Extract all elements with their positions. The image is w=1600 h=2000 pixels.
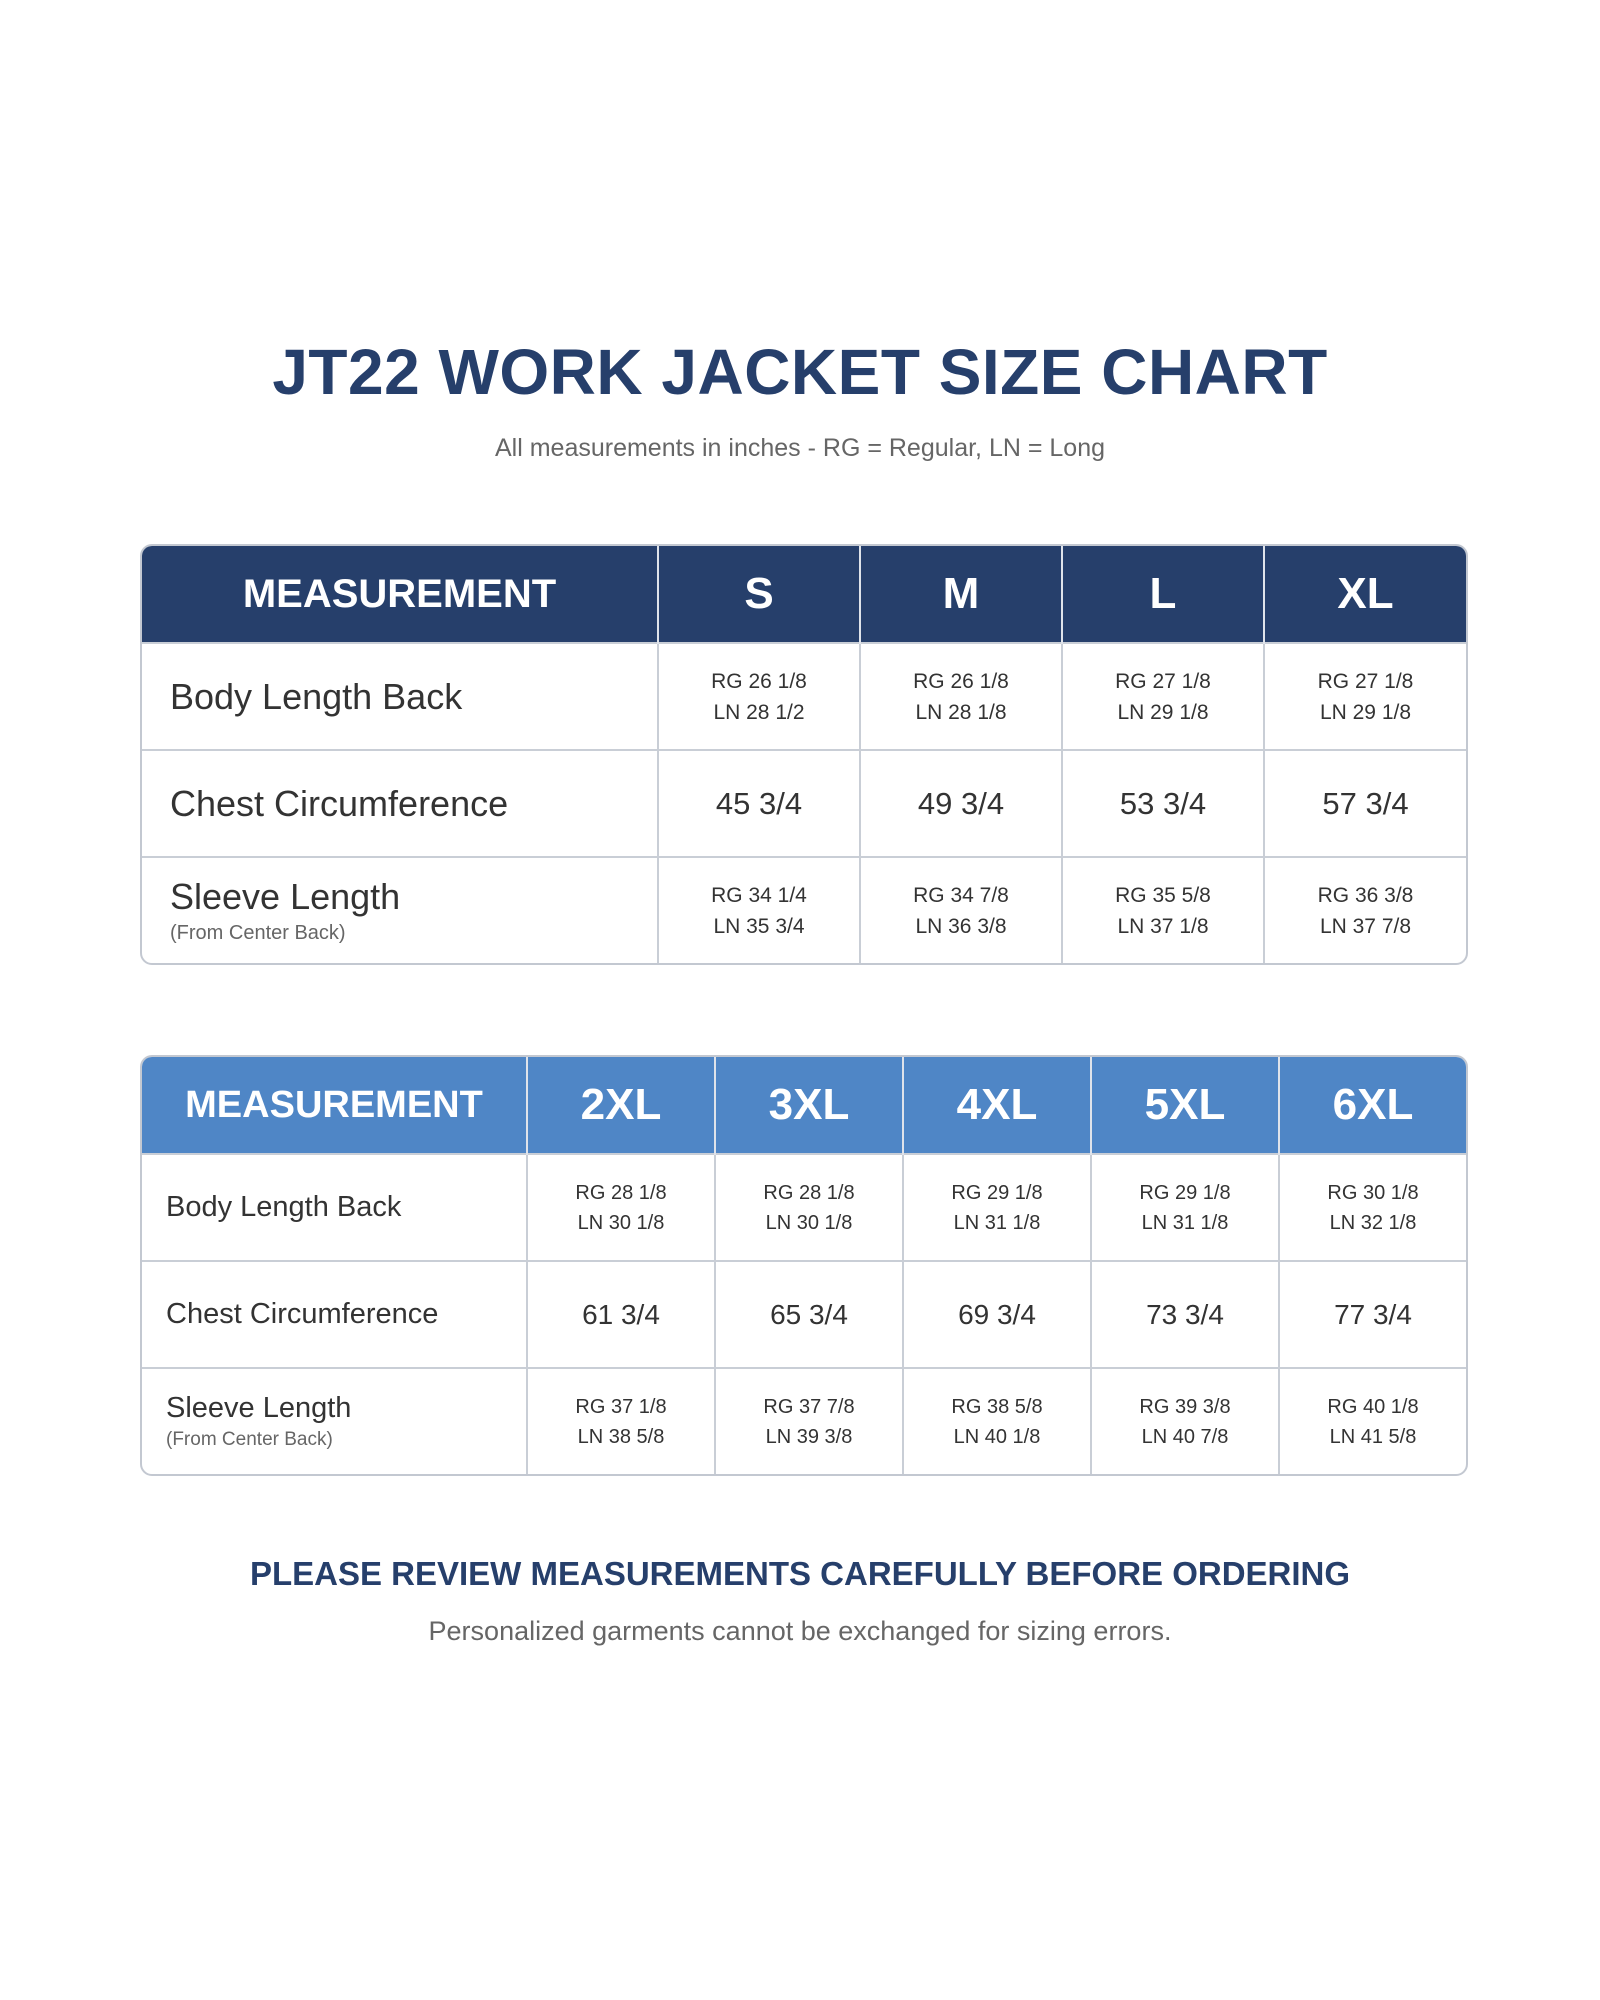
size-value-cell — [1279, 1261, 1466, 1368]
size-value: LN 31 1/8 — [1141, 1211, 1229, 1234]
review-warning: PLEASE REVIEW MEASUREMENTS CAREFULLY BEFORE ORDERING — [249, 1555, 1351, 1592]
size-value: LN 37 1/8 — [1117, 914, 1209, 938]
size-value: RG 29 1/8 — [1139, 1181, 1231, 1204]
size-column-header: M — [860, 546, 1062, 643]
size-value-cell — [527, 1368, 715, 1474]
size-value-cell — [903, 1261, 1091, 1368]
size-value-cell — [903, 1368, 1091, 1474]
measurement-column-header: MEASUREMENT — [142, 1057, 527, 1154]
size-value: RG 29 1/8 — [951, 1181, 1043, 1204]
size-value-cell — [1062, 643, 1264, 750]
size-value: 77 3/4 — [1334, 1298, 1412, 1330]
table-header-row — [142, 546, 1466, 643]
size-value-cell — [658, 750, 860, 857]
size-value-cell — [1279, 1368, 1466, 1474]
size-column-header: 6XL — [1279, 1057, 1466, 1154]
size-value: RG 37 7/8 — [763, 1395, 855, 1418]
measurement-label: Body Length Back — [166, 1191, 402, 1223]
size-value: LN 30 1/8 — [765, 1211, 853, 1234]
measurement-label-cell — [142, 643, 658, 750]
size-column-header: S — [658, 546, 860, 643]
table-row — [142, 1261, 1466, 1368]
size-value: RG 27 1/8 — [1115, 669, 1211, 693]
size-table — [142, 546, 1466, 963]
size-value: RG 34 7/8 — [913, 883, 1009, 907]
size-table-standard — [140, 544, 1468, 965]
size-value: RG 37 1/8 — [575, 1395, 667, 1418]
size-value: 65 3/4 — [770, 1298, 848, 1330]
size-value-cell — [1264, 857, 1466, 963]
measurement-label: Chest Circumference — [166, 1298, 439, 1330]
size-value-cell — [1279, 1154, 1466, 1261]
size-value: RG 40 1/8 — [1327, 1395, 1419, 1418]
size-value: RG 35 5/8 — [1115, 883, 1211, 907]
size-value: 45 3/4 — [715, 785, 803, 821]
size-column-header: 3XL — [715, 1057, 903, 1154]
size-value: 49 3/4 — [917, 785, 1005, 821]
size-value: LN 37 7/8 — [1319, 914, 1412, 938]
table-header-row — [142, 1057, 1466, 1154]
size-value: RG 26 1/8 — [913, 669, 1009, 693]
measurement-label-cell — [142, 857, 658, 963]
measurement-label-cell — [142, 750, 658, 857]
size-value: LN 29 1/8 — [1117, 700, 1209, 724]
size-column-header: 2XL — [527, 1057, 715, 1154]
size-value: 57 3/4 — [1322, 785, 1409, 821]
size-value: LN 39 3/8 — [765, 1425, 853, 1448]
size-value: LN 30 1/8 — [577, 1211, 665, 1234]
size-value-cell — [715, 1261, 903, 1368]
table-row — [142, 750, 1466, 857]
size-value-cell — [527, 1154, 715, 1261]
size-value-cell — [715, 1154, 903, 1261]
size-value-cell — [658, 857, 860, 963]
size-value: LN 31 1/8 — [953, 1211, 1041, 1234]
table-row — [142, 1368, 1466, 1474]
size-value-cell — [903, 1154, 1091, 1261]
size-value: LN 29 1/8 — [1319, 700, 1412, 724]
size-value-cell — [1091, 1261, 1279, 1368]
table-row — [142, 643, 1466, 750]
size-value: LN 41 5/8 — [1329, 1425, 1417, 1448]
size-value-cell — [1091, 1368, 1279, 1474]
size-value: 61 3/4 — [582, 1298, 660, 1330]
measurement-label: Sleeve Length — [170, 876, 401, 917]
size-value: RG 26 1/8 — [711, 669, 807, 693]
size-value: LN 35 3/4 — [713, 914, 805, 938]
size-value-cell — [860, 643, 1062, 750]
measurement-label: Sleeve Length — [166, 1392, 352, 1424]
size-value: RG 28 1/8 — [763, 1181, 855, 1204]
measurement-note: (From Center Back) — [170, 922, 346, 944]
size-value-cell — [860, 857, 1062, 963]
size-value-cell — [860, 750, 1062, 857]
measurement-label: Body Length Back — [170, 675, 463, 717]
measurement-note: (From Center Back) — [166, 1429, 333, 1450]
size-value: LN 38 5/8 — [577, 1425, 665, 1448]
measurement-label-cell — [142, 1154, 527, 1261]
size-value-cell — [1062, 857, 1264, 963]
size-value: 53 3/4 — [1119, 785, 1207, 821]
page-title: JT22 WORK JACKET SIZE CHART — [272, 336, 1328, 408]
size-value: RG 27 1/8 — [1317, 669, 1414, 693]
size-table — [142, 1057, 1466, 1474]
size-value: LN 40 7/8 — [1141, 1425, 1229, 1448]
size-value-cell — [1091, 1154, 1279, 1261]
size-column-header: L — [1062, 546, 1264, 643]
size-column-header: XL — [1264, 546, 1466, 643]
size-value-cell — [527, 1261, 715, 1368]
size-value-cell — [1264, 643, 1466, 750]
size-value: LN 40 1/8 — [953, 1425, 1041, 1448]
size-value: RG 38 5/8 — [951, 1395, 1043, 1418]
size-value: 73 3/4 — [1146, 1298, 1224, 1330]
size-value: RG 30 1/8 — [1327, 1181, 1419, 1204]
size-value-cell — [1062, 750, 1264, 857]
size-value: RG 28 1/8 — [575, 1181, 667, 1204]
size-value: RG 39 3/8 — [1139, 1395, 1231, 1418]
size-value: 69 3/4 — [958, 1298, 1036, 1330]
exchange-policy-note: Personalized garments cannot be exchanged for sizing errors. — [428, 1616, 1172, 1646]
size-value: RG 34 1/4 — [711, 883, 807, 907]
size-table-extended — [140, 1055, 1468, 1476]
measurement-label: Chest Circumference — [170, 782, 509, 824]
table-row — [142, 1154, 1466, 1261]
size-value-cell — [1264, 750, 1466, 857]
page-subtitle: All measurements in inches - RG = Regular, LN = Long — [494, 434, 1106, 462]
measurement-label-cell — [142, 1368, 527, 1474]
size-value-cell — [658, 643, 860, 750]
table-row — [142, 857, 1466, 963]
measurement-column-header: MEASUREMENT — [142, 546, 658, 643]
size-value: LN 32 1/8 — [1329, 1211, 1417, 1234]
size-value: RG 36 3/8 — [1317, 883, 1414, 907]
size-column-header: 4XL — [903, 1057, 1091, 1154]
size-value: LN 36 3/8 — [915, 914, 1007, 938]
size-value: LN 28 1/8 — [915, 700, 1007, 724]
size-column-header: 5XL — [1091, 1057, 1279, 1154]
size-value-cell — [715, 1368, 903, 1474]
size-value: LN 28 1/2 — [713, 700, 805, 724]
measurement-label-cell — [142, 1261, 527, 1368]
